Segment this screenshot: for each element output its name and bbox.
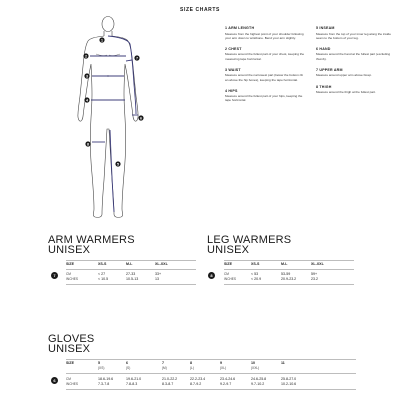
legend-column-right [316, 26, 398, 101]
leg-warmers-rule-top [224, 260, 354, 261]
arm-warmers-rule-top [66, 260, 196, 261]
gloves-size: 8 [190, 361, 192, 365]
gloves-size-alt: (XXL) [251, 366, 260, 370]
figure-marker-7 [134, 55, 139, 60]
gloves-cm-value: 18.6-19.6 [98, 377, 114, 381]
leg-warmers-title: LEG WARMERS [207, 234, 292, 246]
gloves-subtitle: UNISEX [48, 343, 91, 355]
figure-marker-2 [83, 53, 88, 58]
gloves-marker-badge: 6 [51, 377, 58, 384]
leg-warmers-marker-badge: 8 [208, 272, 215, 279]
leg-warmers-cm-value: 53-59 [281, 272, 291, 276]
arm-warmers-subtitle: UNISEX [48, 244, 91, 256]
gloves-size-alt: (L) [190, 366, 194, 370]
svg-text:4: 4 [86, 98, 88, 103]
gloves-inch-value: 8.7-9.2 [190, 382, 202, 386]
gloves-cm-value: 23.4-24.6 [220, 377, 236, 381]
leg-warmers-cm-value: 59+ [311, 272, 318, 276]
page-title: SIZE CHARTS [180, 7, 220, 13]
gloves-size-alt: (S) [126, 366, 131, 370]
arm-warmers-inch-value: 10.5-13 [126, 277, 139, 281]
leg-warmers-subtitle: UNISEX [207, 244, 250, 256]
figure-marker-1 [99, 37, 104, 42]
gloves-inch-value: 7.8-8.3 [126, 382, 138, 386]
svg-text:3: 3 [86, 74, 88, 79]
leg-warmers-inch-value: < 20.9 [251, 277, 262, 281]
leg-warmers-size: XS-S [251, 262, 260, 266]
leg-warmers-size: XL-XXL [311, 262, 324, 266]
arm-warmers-size: XS-S [98, 262, 107, 266]
leg-warmers-inch-value: 23.2 [311, 277, 318, 281]
gloves-size: 6 [126, 361, 128, 365]
gloves-rule-mid [66, 373, 356, 374]
gloves-unit-inches: INCHES [66, 382, 79, 386]
gloves-inch-value: 8.3-8.7 [162, 382, 174, 386]
leg-warmers-rule-bottom [224, 284, 354, 285]
svg-text:6: 6 [140, 116, 142, 121]
gloves-inch-value: 9.7-10.2 [251, 382, 265, 386]
gloves-cm-value: 22.2-23.4 [190, 377, 206, 381]
svg-text:8: 8 [87, 142, 89, 147]
gloves-inch-value: 10.2-10.6 [281, 382, 297, 386]
gloves-size-alt: (M) [162, 366, 167, 370]
svg-text:7: 7 [136, 56, 138, 61]
arm-warmers-size-label: SIZE [66, 262, 74, 266]
gloves-title: GLOVES [48, 333, 95, 345]
gloves-cm-value: 19.6-21.0 [126, 377, 142, 381]
body-figure [48, 14, 168, 224]
arm-warmers-cm-value: 27-33 [126, 272, 136, 276]
gloves-size-alt: (XL) [220, 366, 227, 370]
arm-warmers-title: ARM WARMERS [48, 234, 135, 246]
leg-warmers-cm-value: < 53 [251, 272, 259, 276]
figure-marker-5 [115, 161, 120, 166]
legend-item-upper-arm: 7 UPPER ARM Measure around upper arm above bicep. [316, 67, 372, 78]
leg-warmers-size: M-L [281, 262, 288, 266]
figure-marker-6 [138, 115, 143, 120]
arm-warmers-inch-value: 13 [155, 277, 159, 281]
legend-item-waist: 3 WAIST Measure around the narrowest part (below the bottom rib an above the hip bones), keeping the tape horizontal. [225, 67, 304, 82]
arm-warmers-cm-value: < 27 [98, 272, 106, 276]
legend-item-chest: 2 CHEST Measure around the fullest part of your chest, keeping the measuring tape horizontal. [225, 46, 305, 61]
gloves-rule-bottom [66, 389, 356, 390]
gloves-size-alt: (XS) [98, 366, 105, 370]
arm-warmers-unit-inches: INCHES [66, 277, 79, 281]
gloves-cm-value: 21.0-22.2 [162, 377, 178, 381]
legend-item-hips: 4 HIPS Measure around the fullest part of your hips, keeping the tape horizontal. [225, 88, 303, 103]
gloves-rule-top [66, 359, 356, 360]
arm-warmers-size: M-L [126, 262, 133, 266]
figure-marker-8 [85, 141, 90, 146]
arm-warmers-rule-bottom [66, 284, 196, 285]
leg-warmers-size-label: SIZE [224, 262, 232, 266]
gloves-cm-value: 24.6-25.8 [251, 377, 267, 381]
gloves-size: 7 [162, 361, 164, 365]
arm-warmers-marker-badge: 7 [51, 272, 58, 279]
leg-warmers-unit-cm: CM [224, 272, 229, 276]
gloves-size: 9 [220, 361, 222, 365]
arm-warmers-cm-value: 33+ [155, 272, 162, 276]
gloves-inch-value: 9.2-9.7 [220, 382, 232, 386]
legend-column-left [225, 26, 307, 110]
figure-marker-4 [84, 97, 89, 102]
legend-item-thigh: 8 THIGH Measure around the thigh at the fullest part. [316, 84, 376, 95]
gloves-cm-value: 25.8-27.0 [281, 377, 297, 381]
legend-item-inseam: 5 INSEAM Measure from the top of your inner leg along the inside seam to the bottom of your leg. [316, 26, 391, 40]
gloves-size: 11 [281, 361, 285, 365]
legend-item-hand: 6 HAND Measure around the hand at the fullest part (excluding thumb). [316, 46, 391, 61]
measurement-legend [208, 26, 398, 211]
gloves-size: 10 [251, 361, 255, 365]
svg-text:2: 2 [85, 54, 87, 59]
arm-warmers-unit-cm: CM [66, 272, 71, 276]
leg-warmers-unit-inches: INCHES [224, 277, 237, 281]
legend-item-arm-length: 1 ARM LENGTH Measure from the highest point of your shoulder following your arm down to wristbone. Bend your arm slightly. [225, 26, 304, 40]
svg-text:1: 1 [101, 38, 103, 43]
gloves-size: 5 [98, 361, 100, 365]
gloves-size-label: SIZE [66, 361, 74, 365]
figure-marker-3 [84, 73, 89, 78]
body-outline-illustration [48, 14, 168, 224]
leg-warmers-rule-mid [224, 269, 354, 270]
arm-warmers-size: XL-XXL [155, 262, 168, 266]
arm-warmers-inch-value: < 10.5 [98, 277, 109, 281]
arm-warmers-rule-mid [66, 269, 196, 270]
gloves-inch-value: 7.3-7.8 [98, 382, 110, 386]
svg-text:5: 5 [117, 162, 119, 167]
leg-warmers-inch-value: 20.9-23.2 [281, 277, 297, 281]
gloves-unit-cm: CM [66, 377, 71, 381]
